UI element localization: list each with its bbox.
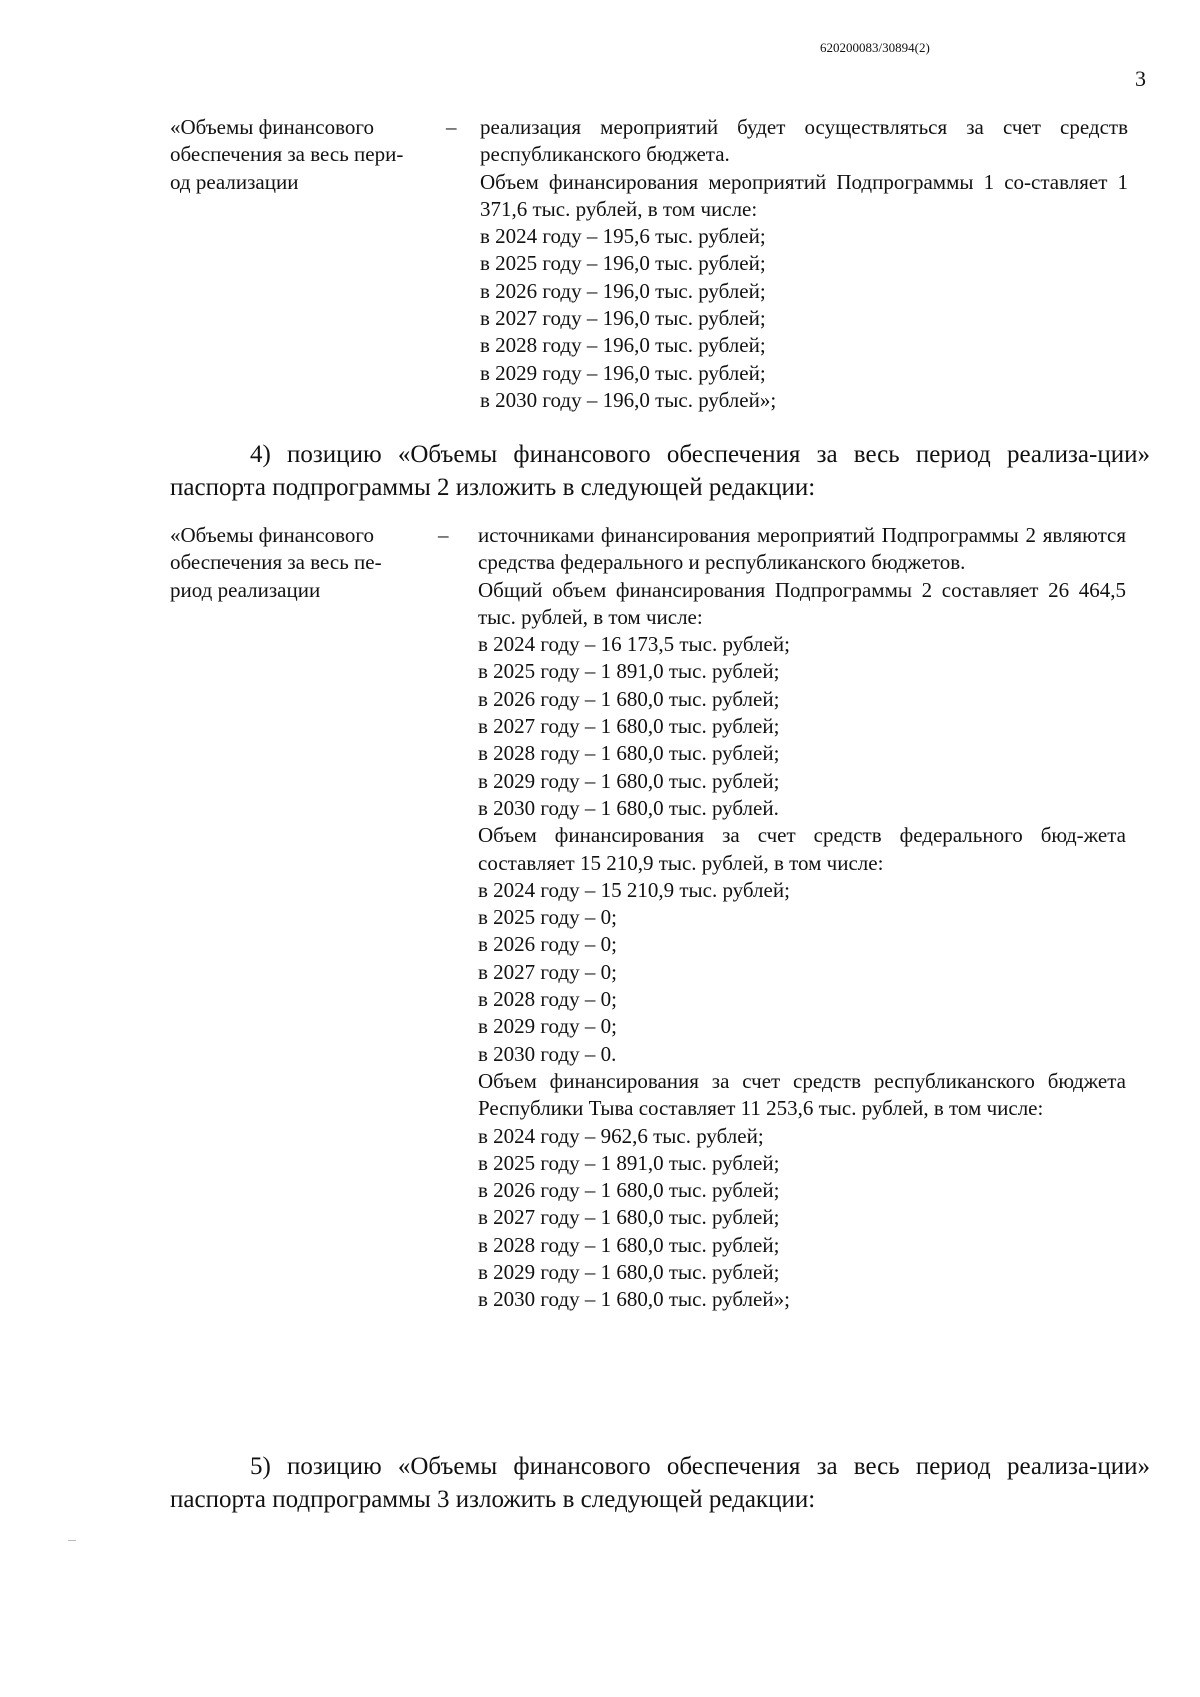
document-number: 620200083/30894(2) xyxy=(820,40,930,55)
funding-total-text: Общий объем финансирования Подпрограммы 2 составляет 26 464,5 тыс. рублей, в том числе: xyxy=(478,577,1126,629)
position-content xyxy=(480,114,1128,414)
label-line: од реализации xyxy=(170,169,299,194)
year-line: в 2024 году – 16 173,5 тыс. рублей; xyxy=(478,632,790,657)
margin-mark xyxy=(68,1540,76,1541)
passport-position-subprogram-2 xyxy=(170,522,1150,1314)
year-line: в 2028 году – 1 680,0 тыс. рублей; xyxy=(478,1232,780,1257)
federal-funding-text: Объем финансирования за счет средств федерального бюд-жета составляет 15 210,9 тыс. рублей, в том числе: xyxy=(478,823,1126,875)
year-line: в 2026 году – 0; xyxy=(478,932,617,957)
year-line: в 2027 году – 196,0 тыс. рублей; xyxy=(480,306,766,331)
year-line: в 2030 году – 0. xyxy=(478,1041,617,1066)
dash-separator: – xyxy=(438,523,449,547)
year-line: в 2029 году – 0; xyxy=(478,1014,617,1039)
year-line: в 2030 году – 196,0 тыс. рублей»; xyxy=(480,387,777,412)
page-number: 3 xyxy=(1135,66,1146,91)
year-line: в 2028 году – 1 680,0 тыс. рублей; xyxy=(478,741,780,766)
republic-funding-text: Объем финансирования за счет средств республиканского бюджета Республики Тыва составляет 11 253,6 тыс. рублей, в том числе: xyxy=(478,1068,1126,1121)
label-line: обеспечения за весь пери- xyxy=(170,142,404,167)
year-line: в 2029 году – 1 680,0 тыс. рублей; xyxy=(478,1260,780,1285)
year-line: в 2030 году – 1 680,0 тыс. рублей. xyxy=(478,795,779,820)
dash-separator: – xyxy=(446,115,457,139)
year-line: в 2030 году – 1 680,0 тыс. рублей»; xyxy=(478,1287,790,1312)
year-line: в 2025 году – 196,0 тыс. рублей; xyxy=(480,251,766,276)
year-line: в 2029 году – 196,0 тыс. рублей; xyxy=(480,360,766,385)
year-line: в 2028 году – 0; xyxy=(478,987,617,1012)
year-line: в 2029 году – 1 680,0 тыс. рублей; xyxy=(478,768,780,793)
year-line: в 2028 году – 196,0 тыс. рублей; xyxy=(480,333,766,358)
label-line: риод реализации xyxy=(170,577,321,602)
year-line: в 2026 году – 1 680,0 тыс. рублей; xyxy=(478,1178,780,1203)
funding-source-text: реализация мероприятий будет осуществляться за счет средств республиканского бюджета. xyxy=(480,115,1128,167)
year-line: в 2024 году – 15 210,9 тыс. рублей; xyxy=(478,877,790,902)
year-line: в 2026 году – 196,0 тыс. рублей; xyxy=(480,278,766,303)
passport-position-subprogram-1 xyxy=(170,114,1150,414)
year-line: в 2024 году – 962,6 тыс. рублей; xyxy=(478,1123,764,1148)
year-line: в 2024 году – 195,6 тыс. рублей; xyxy=(480,224,766,249)
funding-source-text: источниками финансирования мероприятий Подпрограммы 2 являются средства федерального и республиканского бюджетов. xyxy=(478,523,1126,575)
year-line: в 2025 году – 1 891,0 тыс. рублей; xyxy=(478,1150,780,1175)
year-line: в 2026 году – 1 680,0 тыс. рублей; xyxy=(478,686,780,711)
year-line: в 2025 году – 0; xyxy=(478,905,617,930)
position-content xyxy=(478,522,1126,1314)
amendment-item-5: 5) позицию «Объемы финансового обеспечения за весь период реализа-ции» паспорта подпрограммы 3 изложить в следующей редакции: xyxy=(170,1453,1150,1513)
funding-total-text: Объем финансирования мероприятий Подпрограммы 1 со-ставляет 1 371,6 тыс. рублей, в том числе: xyxy=(480,169,1128,221)
amendment-item-4: 4) позицию «Объемы финансового обеспечения за весь период реализа-ции» паспорта подпрограммы 2 изложить в следующей редакции: xyxy=(170,441,1150,501)
position-label xyxy=(170,522,438,604)
label-line: «Объемы финансового xyxy=(170,523,374,547)
year-line: в 2027 году – 1 680,0 тыс. рублей; xyxy=(478,1205,780,1230)
year-line: в 2025 году – 1 891,0 тыс. рублей; xyxy=(478,659,780,684)
year-line: в 2027 году – 1 680,0 тыс. рублей; xyxy=(478,714,780,739)
label-line: обеспечения за весь пе- xyxy=(170,550,382,575)
year-line: в 2027 году – 0; xyxy=(478,959,617,984)
position-label xyxy=(170,114,438,196)
label-line: «Объемы финансового xyxy=(170,115,374,139)
